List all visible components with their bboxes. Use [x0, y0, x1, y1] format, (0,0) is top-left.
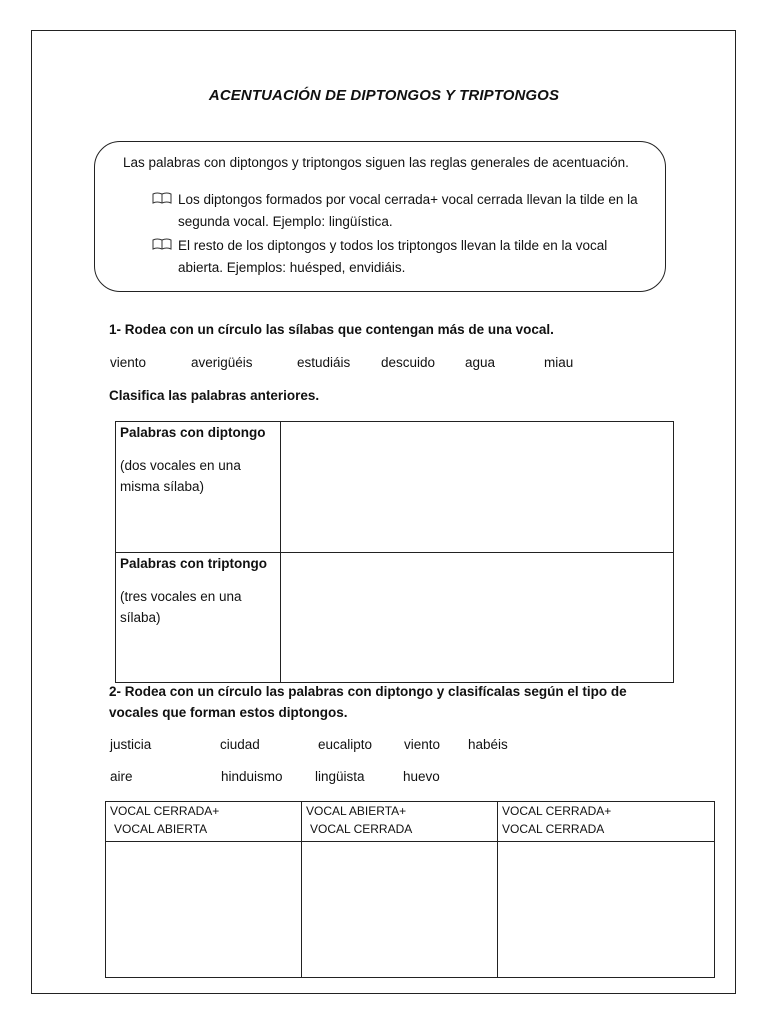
word-item: descuido [381, 355, 436, 370]
vowel-type-table [105, 801, 715, 978]
row-diptongo-note-1: (dos vocales en una [120, 458, 241, 473]
row-diptongo-head: Palabras con diptongo [120, 425, 266, 440]
table-row-head [116, 553, 281, 683]
col-2-head-line-1: VOCAL ABIERTA+ [306, 804, 407, 818]
rule-bullet-2-line-1: El resto de los diptongos y todos los triptongos llevan la tilde en la vocal [178, 238, 608, 253]
row-triptongo-head: Palabras con triptongo [120, 556, 268, 571]
rule-bullet-2 [152, 235, 662, 279]
diphthong-triphthong-table [115, 421, 674, 683]
column-header [106, 802, 302, 842]
word-item: miau [544, 355, 574, 370]
exercise-1-instruction: 1- Rodea con un círculo las sílabas que contengan más de una vocal. [109, 322, 554, 337]
col-3-head-line-1: VOCAL CERRADA+ [502, 804, 612, 818]
word-item: agua [465, 355, 496, 370]
answer-cell[interactable] [302, 842, 498, 978]
column-header [302, 802, 498, 842]
col-3-head-line-2: VOCAL CERRADA [502, 822, 605, 836]
answer-cell[interactable] [281, 422, 674, 553]
rule-bullet-1 [152, 189, 662, 233]
book-icon [152, 192, 172, 204]
answer-cell[interactable] [498, 842, 715, 978]
word-item: eucalipto [318, 737, 373, 752]
exercise-2-instruction-line-2: vocales que forman estos diptongos. [109, 705, 348, 720]
word-item: estudiáis [297, 355, 351, 370]
col-1-head-line-2: VOCAL ABIERTA [114, 822, 208, 836]
rules-intro: Las palabras con diptongos y triptongos siguen las reglas generales de acentuación. [123, 155, 629, 170]
rule-bullet-2-line-2: abierta. Ejemplos: huésped, envidiáis. [178, 260, 406, 275]
answer-cell[interactable] [281, 553, 674, 683]
table-row-head [116, 422, 281, 553]
column-header [498, 802, 715, 842]
word-item: hinduismo [221, 769, 283, 784]
answer-cell[interactable] [106, 842, 302, 978]
word-item: averigüéis [191, 355, 253, 370]
rule-bullet-1-line-2: segunda vocal. Ejemplo: lingüística. [178, 214, 393, 229]
page-title: ACENTUACIÓN DE DIPTONGOS Y TRIPTONGOS [208, 87, 560, 104]
rule-bullet-1-line-1: Los diptongos formados por vocal cerrada+ vocal cerrada llevan la tilde en la [178, 192, 638, 207]
classify-instruction: Clasifica las palabras anteriores. [109, 388, 320, 403]
word-item: viento [110, 355, 147, 370]
word-item: viento [404, 737, 441, 752]
exercise-2-instruction-line-1: 2- Rodea con un círculo las palabras con diptongo y clasifícalas según el tipo de [109, 684, 627, 699]
book-icon [152, 238, 172, 250]
word-item: justicia [110, 737, 152, 752]
word-item: lingüista [315, 769, 365, 784]
row-triptongo-note-1: (tres vocales en una [120, 589, 242, 604]
word-item: huevo [403, 769, 440, 784]
row-diptongo-note-2: misma sílaba) [120, 479, 205, 494]
word-item: aire [110, 769, 133, 784]
row-triptongo-note-2: sílaba) [120, 610, 161, 625]
word-item: ciudad [220, 737, 260, 752]
col-2-head-line-2: VOCAL CERRADA [310, 822, 413, 836]
word-item: habéis [468, 737, 508, 752]
col-1-head-line-1: VOCAL CERRADA+ [110, 804, 220, 818]
